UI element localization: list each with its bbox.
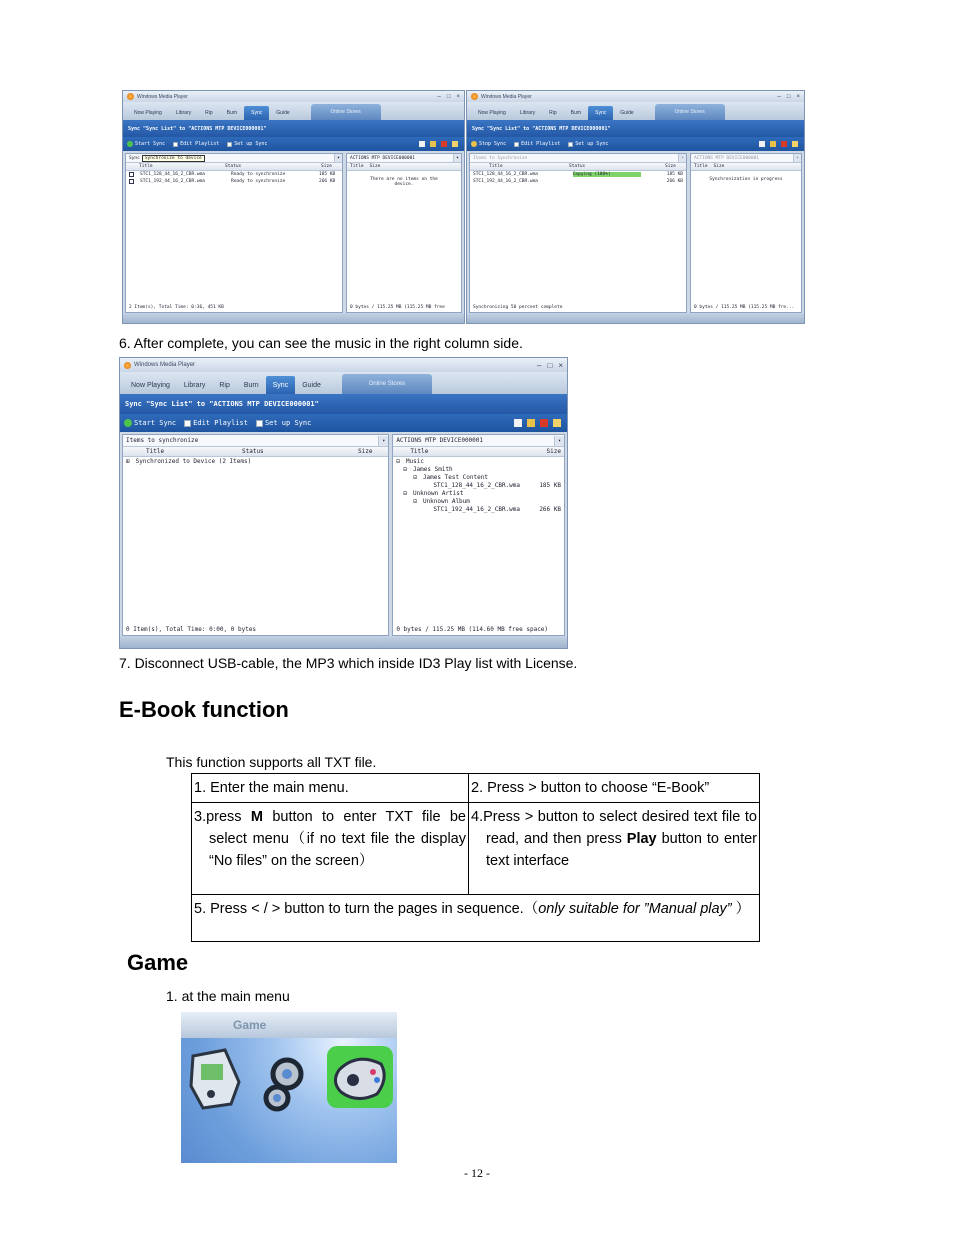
column-headers: Title Status Size bbox=[126, 163, 342, 171]
sync-list-pane bbox=[469, 153, 687, 313]
tree-item-artist[interactable]: ⊟ Unknown Artist bbox=[403, 489, 464, 497]
game-menu-icons bbox=[181, 1012, 397, 1163]
sync-list-pane bbox=[122, 434, 389, 636]
chevron-down-icon[interactable]: ▾ bbox=[793, 154, 801, 162]
gamepad-icon bbox=[327, 1046, 393, 1108]
edit-playlist-icon bbox=[173, 142, 178, 147]
close-icon[interactable]: × bbox=[796, 93, 800, 100]
table-cell-step3: 3.press M button to enter TXT file be select menu（if no text file the display “No files” on the screen） bbox=[192, 803, 469, 895]
set-up-sync-button[interactable]: Set up Sync bbox=[256, 419, 311, 427]
start-sync-button[interactable]: Start Sync bbox=[124, 419, 176, 427]
table-row[interactable]: STC1_192_44_16_2_CBR.wma Ready to synchronize 266 KB bbox=[126, 178, 342, 185]
stop-sync-button[interactable]: Stop Sync bbox=[471, 141, 506, 147]
table-cell-step5: 5. Press < / > button to turn the pages in sequence.（only suitable for ”Manual play” ） bbox=[192, 895, 760, 942]
wmp-window-title: Windows Media Player bbox=[134, 362, 196, 368]
game-heading: Game bbox=[127, 950, 189, 975]
tab-rip[interactable]: Rip bbox=[205, 110, 213, 116]
maximize-icon[interactable]: □ bbox=[786, 93, 791, 100]
edit-playlist-button[interactable]: Edit Playlist bbox=[514, 141, 560, 147]
set-up-sync-icon bbox=[568, 142, 573, 147]
start-sync-button[interactable]: Start Sync bbox=[127, 141, 165, 147]
tab-guide[interactable]: Guide bbox=[276, 110, 290, 116]
progress-bar: Copying (100%) bbox=[573, 172, 641, 177]
tab-burn[interactable]: Burn bbox=[570, 110, 582, 116]
column-headers: Title Status Size bbox=[470, 163, 686, 171]
device-pane bbox=[690, 153, 802, 313]
tool-icon-2[interactable] bbox=[770, 141, 776, 147]
wmp-tab-bar bbox=[123, 102, 464, 120]
sync-list-footer: Synchronizing 50 percent complete bbox=[473, 305, 563, 310]
minimize-icon[interactable]: – bbox=[537, 360, 542, 370]
chevron-down-icon[interactable]: ▾ bbox=[453, 154, 461, 162]
sync-progress-message: Synchronization in progress bbox=[709, 177, 783, 182]
device-footer: 0 bytes / 115.25 MB (114.60 MB free space) bbox=[396, 626, 549, 633]
tool-icon-4[interactable] bbox=[553, 419, 561, 427]
set-up-sync-button[interactable]: Set up Sync bbox=[227, 141, 267, 147]
tree-item-track[interactable]: STC1_192_44_16_2_CBR.wma 266 KB bbox=[433, 505, 561, 513]
tab-guide[interactable]: Guide bbox=[302, 381, 321, 389]
wmp-screenshot-syncing bbox=[466, 90, 805, 324]
sync-header: Sync "Sync List" to "ACTIONS MTP DEVICE000001" bbox=[120, 394, 567, 414]
wmp-logo-icon bbox=[124, 362, 131, 369]
table-cell-step2: 2. Press > button to choose “E-Book” bbox=[469, 774, 760, 803]
tool-icon-2[interactable] bbox=[430, 141, 436, 147]
sync-toolbar bbox=[123, 137, 464, 151]
page-number: - 12 - bbox=[464, 1166, 490, 1180]
tree-item-synchronized[interactable]: ⊞ Synchronized to Device (2 Items) bbox=[126, 458, 252, 465]
sync-list-footer: 0 Item(s), Total Time: 0:00, 0 bytes bbox=[126, 626, 257, 633]
tool-icon-1[interactable] bbox=[419, 141, 425, 147]
tab-burn[interactable]: Burn bbox=[226, 110, 238, 116]
sync-list-pane bbox=[125, 153, 343, 313]
tab-online-stores[interactable]: Online Stores bbox=[311, 104, 381, 120]
settings-gear-icon bbox=[266, 1060, 301, 1109]
tool-icon-4[interactable] bbox=[792, 141, 798, 147]
tool-icon-1[interactable] bbox=[759, 141, 765, 147]
tab-rip[interactable]: Rip bbox=[549, 110, 557, 116]
player-controls-bar bbox=[123, 313, 464, 323]
tree-item-album[interactable]: ⊟ Unknown Album bbox=[413, 497, 470, 505]
close-icon[interactable]: × bbox=[456, 93, 460, 100]
wmp-screenshot-complete bbox=[119, 357, 568, 649]
tool-icon-2[interactable] bbox=[527, 419, 535, 427]
tab-library[interactable]: Library bbox=[175, 110, 192, 116]
wmp-window-title: Windows Media Player bbox=[137, 93, 188, 100]
sync-header: Sync "Sync List" to "ACTIONS MTP DEVICE000001" bbox=[467, 120, 804, 137]
tab-now-playing[interactable]: Now Playing bbox=[131, 381, 170, 389]
tab-now-playing[interactable]: Now Playing bbox=[134, 110, 162, 116]
wmp-window-title: Windows Media Player bbox=[481, 93, 532, 100]
tab-online-stores[interactable]: Online Stores bbox=[655, 104, 725, 120]
wmp-titlebar bbox=[467, 91, 804, 102]
device-column-headers: Title Size bbox=[691, 163, 801, 171]
tab-sync[interactable]: Sync bbox=[588, 106, 613, 120]
chevron-down-icon[interactable]: ▾ bbox=[334, 154, 342, 162]
device-combo[interactable]: ACTIONS MTP DEVICE000001 ▾ bbox=[347, 154, 461, 163]
sync-list-combo[interactable]: Items to Synchronize ▾ bbox=[470, 154, 686, 163]
tab-burn[interactable]: Burn bbox=[243, 381, 259, 389]
tree-item-album[interactable]: ⊟ James Test Content bbox=[413, 473, 488, 481]
start-sync-icon bbox=[127, 141, 133, 147]
chevron-down-icon[interactable]: ▾ bbox=[554, 436, 564, 446]
minimize-icon[interactable]: – bbox=[437, 93, 441, 100]
table-cell-step1: 1. Enter the main menu. bbox=[192, 774, 469, 803]
device-pane bbox=[392, 434, 565, 636]
step-7-text: 7. Disconnect USB-cable, the MP3 which inside ID3 Play list with License. bbox=[119, 655, 578, 671]
edit-playlist-icon bbox=[184, 420, 191, 427]
ebook-intro: This function supports all TXT file. bbox=[166, 754, 377, 770]
tab-sync[interactable]: Sync bbox=[266, 376, 296, 394]
wmp-logo-icon bbox=[471, 93, 478, 100]
device-pane bbox=[346, 153, 462, 313]
tool-icon-1[interactable] bbox=[514, 419, 522, 427]
table-row[interactable]: STC1_128_44_16_2_CBR.wma Ready to synchronize 185 KB bbox=[126, 171, 342, 178]
sync-toolbar bbox=[120, 414, 567, 432]
wmp-screenshot-ready bbox=[122, 90, 465, 324]
tab-now-playing[interactable]: Now Playing bbox=[478, 110, 506, 116]
tree-item-track[interactable]: STC1_128_44_16_2_CBR.wma 185 KB bbox=[433, 481, 561, 489]
tab-library[interactable]: Library bbox=[183, 381, 206, 389]
handheld-icon bbox=[191, 1050, 239, 1108]
chevron-down-icon[interactable]: ▾ bbox=[678, 154, 686, 162]
chevron-down-icon[interactable]: ▾ bbox=[378, 436, 388, 446]
delete-icon[interactable] bbox=[441, 141, 447, 147]
start-sync-icon bbox=[124, 419, 132, 427]
device-column-headers: Title Size bbox=[393, 447, 564, 457]
tab-sync[interactable]: Sync bbox=[244, 106, 269, 120]
device-column-headers: Title Size bbox=[347, 163, 461, 171]
wmp-tab-bar bbox=[120, 372, 567, 394]
player-controls-bar bbox=[467, 313, 804, 323]
device-empty-message: There are no items on the device. bbox=[370, 177, 438, 187]
delete-icon[interactable] bbox=[540, 419, 548, 427]
tab-library[interactable]: Library bbox=[519, 110, 536, 116]
device-footer: 0 bytes / 115.25 MB (115.25 MB fre... bbox=[694, 305, 795, 310]
maximize-icon[interactable]: □ bbox=[446, 93, 451, 100]
device-combo[interactable]: ACTIONS MTP DEVICE000001 ▾ bbox=[691, 154, 801, 163]
stop-sync-icon bbox=[471, 141, 477, 147]
expand-icon[interactable]: ⊞ bbox=[126, 458, 130, 465]
ebook-heading: E-Book function bbox=[119, 697, 289, 722]
edit-playlist-button[interactable]: Edit Playlist bbox=[184, 419, 248, 427]
table-row[interactable]: STC1_128_44_16_2_CBR.wma Copying (100%) 185 KB bbox=[473, 172, 683, 177]
wmp-logo-icon bbox=[127, 93, 134, 100]
maximize-icon[interactable]: □ bbox=[547, 360, 553, 370]
tree-item-music[interactable]: ⊟ Music bbox=[396, 457, 424, 465]
tool-icon-4[interactable] bbox=[452, 141, 458, 147]
ebook-steps-table bbox=[191, 773, 760, 942]
device-combo[interactable]: ACTIONS MTP DEVICE000001 ▾ bbox=[393, 435, 564, 447]
sync-header: Sync "Sync List" to "ACTIONS MTP DEVICE000001" bbox=[123, 120, 464, 137]
table-cell-step4: 4.Press > button to select desired text file to read, and then press Play button to enter text interface bbox=[469, 803, 760, 895]
device-footer: 0 bytes / 115.25 MB (115.25 MB free bbox=[350, 305, 445, 310]
edit-playlist-button[interactable]: Edit Playlist bbox=[173, 141, 219, 147]
wmp-titlebar bbox=[120, 358, 567, 372]
game-menu-photo bbox=[181, 1012, 397, 1163]
sync-toolbar bbox=[467, 137, 804, 151]
tab-guide[interactable]: Guide bbox=[620, 110, 634, 116]
close-icon[interactable]: × bbox=[558, 360, 563, 370]
tooltip: Synchronize to device bbox=[142, 155, 205, 162]
game-step-1: 1. at the main menu bbox=[166, 988, 290, 1004]
set-up-sync-icon bbox=[256, 420, 263, 427]
player-controls-bar bbox=[120, 636, 567, 648]
set-up-sync-button[interactable]: Set up Sync bbox=[568, 141, 608, 147]
set-up-sync-icon bbox=[227, 142, 232, 147]
sync-list-combo[interactable]: Items to synchronize ▾ bbox=[123, 435, 388, 447]
wmp-titlebar bbox=[123, 91, 464, 102]
sync-list-combo[interactable]: Sync Synchronize to device ▾ bbox=[126, 154, 342, 163]
minimize-icon[interactable]: – bbox=[777, 93, 781, 100]
checkbox-icon[interactable] bbox=[129, 172, 134, 177]
game-screen-title: Game bbox=[233, 1018, 267, 1032]
table-row[interactable]: STC1_192_44_16_2_CBR.wma 266 KB bbox=[473, 179, 683, 184]
tree-item-artist[interactable]: ⊟ James Smith bbox=[403, 465, 453, 473]
delete-icon[interactable] bbox=[781, 141, 787, 147]
column-headers: Title Status Size bbox=[123, 447, 388, 457]
step-6-text: 6. After complete, you can see the music in the right column side. bbox=[119, 335, 523, 351]
tab-rip[interactable]: Rip bbox=[219, 381, 230, 389]
sync-list-footer: 2 Item(s), Total Time: 0:36, 451 KB bbox=[129, 305, 224, 310]
checkbox-icon[interactable] bbox=[129, 179, 134, 184]
edit-playlist-icon bbox=[514, 142, 519, 147]
tab-online-stores[interactable]: Online Stores bbox=[342, 374, 432, 394]
wmp-tab-bar bbox=[467, 102, 804, 120]
